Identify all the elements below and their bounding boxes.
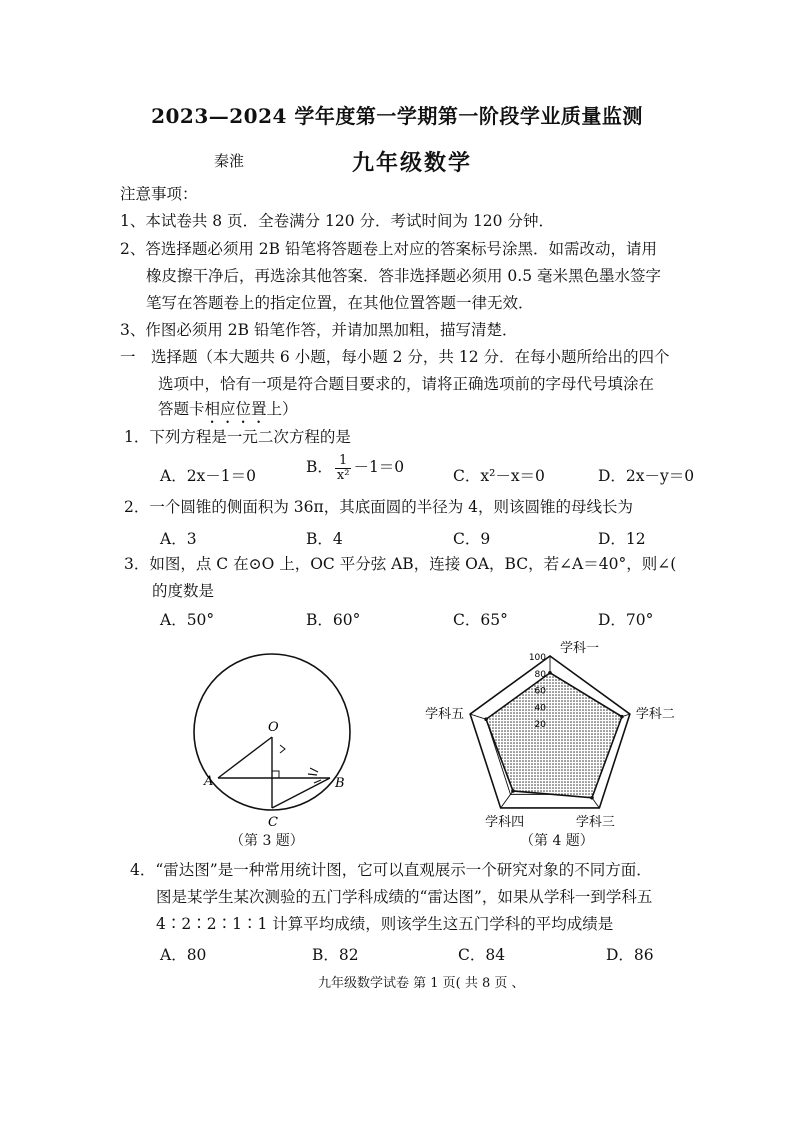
question-4-stem: 4．“雷达图”是一种常用统计图，它可以直观展示一个研究对象的不同方面．: [130, 861, 652, 879]
radar-data: [484, 671, 623, 800]
notes-heading: 注意事项：: [120, 185, 198, 203]
q3-option-d: D．70°: [598, 611, 654, 629]
note-item: 橡皮擦干净后，再选涂其他答案．答非选择题必须用 0.5 毫米黑色墨水签字: [146, 267, 662, 285]
radar-data-point: [620, 715, 624, 719]
q2-option-b: B．4: [306, 530, 343, 548]
question-4-stem-3: 4∶2∶2∶1∶1 计算平均成绩，则该学生这五门学科的平均成绩是: [156, 915, 614, 933]
label-a: A: [204, 774, 214, 789]
section-heading: 一 选择题（本大题共 6 小题，每小题 2 分，共 12 分．在每小题所给出的四个: [120, 348, 670, 366]
q2-option-d: D．12: [598, 530, 646, 548]
q1-option-b-fraction: [335, 454, 352, 482]
radar-tick-label: 40: [534, 703, 546, 714]
q4-option-c: C．84: [458, 946, 506, 964]
right-angle-mark: [272, 771, 279, 778]
figure-3-circle-diagram: [190, 650, 360, 830]
radar-axis-label: 学科五: [425, 707, 465, 723]
label-o: O: [268, 720, 279, 735]
section-instructions: 选项中，恰有一项是符合题目要求的，请将正确选项前的字母代号填涂在: [158, 375, 655, 393]
radar-tick-label: 80: [534, 669, 546, 680]
radar-data-point: [548, 671, 552, 675]
q1-option-b-letter: B．: [306, 458, 333, 477]
angle-mark-o: [280, 745, 285, 753]
answer-sheet-text: 答题卡: [158, 400, 205, 418]
figure-4-caption: （第 4 题）: [520, 833, 594, 849]
q2-option-c: C．9: [453, 530, 491, 548]
q4-option-b: B．82: [312, 946, 359, 964]
q1-option-c: C．x²－x＝0: [453, 467, 545, 485]
question-1-stem: 1．下列方程是一元二次方程的是: [124, 428, 351, 446]
q2-option-a: A．3: [160, 530, 197, 548]
exam-title: 2023—2024 学年度第一学期第一阶段学业质量监测: [151, 104, 643, 128]
radar-axis-label: 学科三: [575, 814, 615, 830]
radar-axis-label: 学科二: [635, 707, 675, 723]
angle-mark-b: [308, 768, 321, 783]
segment-oa: [218, 737, 272, 778]
note-item: 1、本试卷共 8 页．全卷满分 120 分．考试时间为 120 分钟．: [120, 212, 554, 230]
q4-option-a: A．80: [160, 946, 207, 964]
question-4-stem-2: 图是某学生某次测验的五门学科成绩的“雷达图”，如果从学科一到学科五: [156, 888, 653, 906]
closing-text: 上）: [266, 400, 298, 418]
q1-option-d: D．2x－y＝0: [598, 467, 695, 485]
radar-tick-label: 60: [534, 686, 546, 697]
subject-title: 九年级数学: [352, 150, 473, 176]
question-2-stem: 2．一个圆锥的侧面积为 36π，其底面圆的半径为 4，则该圆锥的母线长为: [124, 498, 633, 516]
note-item: 笔写在答题卷上的指定位置，在其他位置答题一律无效．: [146, 294, 534, 312]
section-instructions-end: [158, 400, 298, 427]
q1-option-b-rest: －1＝0: [353, 458, 405, 477]
radar-data-point: [484, 717, 488, 721]
radar-series-area: [486, 673, 622, 798]
note-item: 2、答选择题必须用 2B 铅笔将答题卷上对应的答案标号涂黑．如需改动，请用: [120, 240, 657, 258]
radar-data-point: [511, 789, 515, 793]
region-label: 秦淮: [214, 152, 245, 170]
radar-axis-label: 学科一: [560, 641, 600, 656]
note-item: 3、作图必须用 2B 铅笔作答，并请加黑加粗，描写清楚．: [120, 321, 518, 339]
fraction-numerator: 1: [335, 454, 352, 469]
q3-option-c: C．65°: [453, 611, 508, 629]
q1-option-a: A．2x－1＝0: [160, 467, 257, 485]
radar-tick-label: 20: [534, 720, 546, 731]
question-3-stem-end: 的度数是: [152, 582, 215, 600]
q3-option-b: B．60°: [306, 611, 361, 629]
emphasized-position-text: 相应位置: [204, 400, 267, 418]
question-3-stem: 3．如图，点 C 在⊙O 上，OC 平分弦 AB，连接 OA，BC，若∠A＝40°，则∠(: [124, 555, 677, 573]
label-b: B: [335, 776, 345, 791]
radar-tick-label: 100: [528, 653, 546, 663]
fraction-denominator: x²: [336, 467, 350, 483]
radar-axis-label: 学科四: [485, 814, 525, 830]
q4-option-d: D．86: [606, 946, 654, 964]
figure-4-radar-chart: [405, 640, 695, 830]
page-footer: 九年级数学试卷 第 1 页( 共 8 页 、: [318, 976, 525, 991]
figure-3-caption: （第 3 题）: [230, 833, 304, 849]
q1-option-b: [306, 454, 404, 482]
label-c: C: [268, 815, 278, 830]
radar-data-point: [590, 796, 594, 800]
q3-option-a: A．50°: [160, 611, 215, 629]
